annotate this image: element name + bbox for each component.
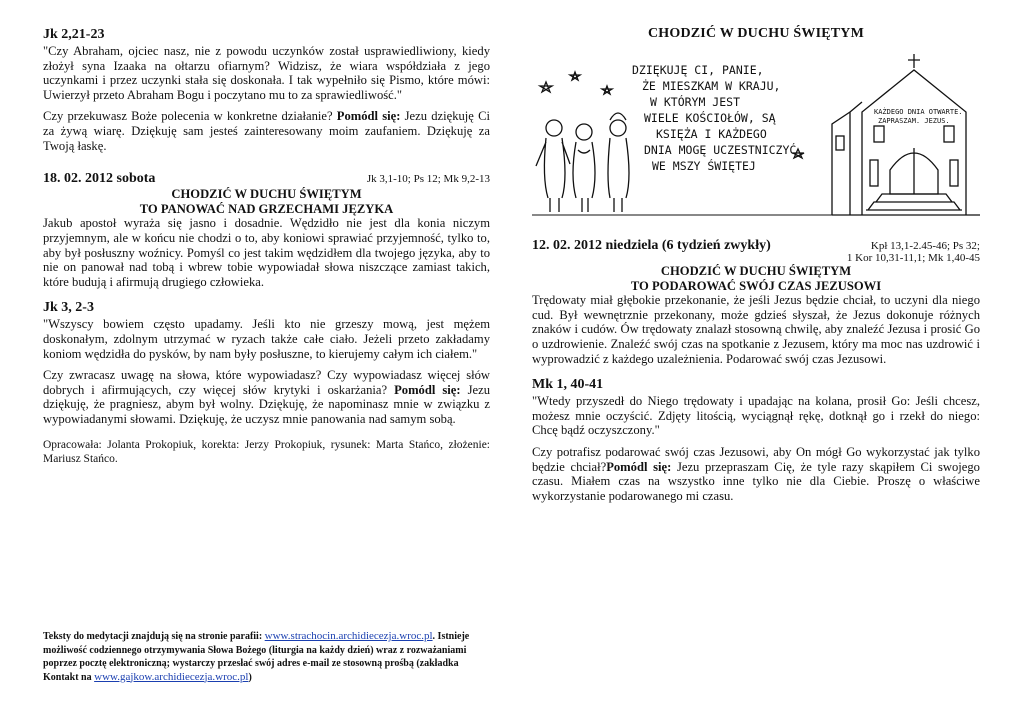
footer-note: Teksty do medytacji znajdują się na stronie parafii: www.strachocin.archidiecezja.wroc.pl. Istnieje możliwość codziennego otrzymywania Słowa Bożego (liturgia na każdy dzień) wraz z rozważaniami poprzez pocztę elektroniczną; wystarczy przesłać swój adres e-mail ze stosowną prośbą (zakładka Kontakt na www.gajkow.archidiecezja.wroc.pl) bbox=[43, 630, 470, 683]
section1-reference: Jk 2,21-23 bbox=[43, 27, 105, 42]
star-icon bbox=[540, 82, 552, 92]
section2-reference: Jk 3, 2-3 bbox=[43, 300, 94, 316]
day2-header bbox=[43, 171, 490, 187]
pray-label: Pomódl się: bbox=[336, 109, 401, 124]
section1-reflection: Czy przekuwasz Boże polecenia w konkretne działanie? Pomódl się: Jezu dziękuję Ci za żywą wiarę. Dziękuję sam jesteś zainteresowany moim zaufaniem. Dziękuję za Twoją łaskę. bbox=[43, 109, 490, 153]
church-sign-line1: KAŻDEGO DNIA OTWARTE. bbox=[874, 108, 963, 116]
section1-quote: "Czy Abraham, ojciec nasz, nie z powodu uczynków został usprawiedliwiony, kiedy złożył syna Izaaka na ołtarzu ofiarnym? Widzisz, że wiara współdziała z jego uczynkami i przez uczynki stała się doskonała. I tak wypełniło się Pismo, które mówi: Uwierzył przeto Abraham Bogu i poczytano mu to za sprawiedliwość." bbox=[43, 44, 490, 102]
credits: Opracowała: Jolanta Prokopiuk, korekta: Jerzy Prokopiuk, rysunek: Marta Stańco, złożenie: Mariusz Stańco. bbox=[43, 439, 490, 466]
day-theme-line2: TO PODAROWAĆ SWÓJ CZAS JEZUSOWI bbox=[630, 278, 882, 293]
pray-label: Pomódl się: bbox=[606, 459, 672, 474]
church-sign-line2: ZAPRASZAM. JEZUS. bbox=[878, 117, 950, 125]
parish-link[interactable]: www.strachocin.archidiecezja.wroc.pl bbox=[264, 630, 433, 642]
person-figure bbox=[536, 120, 570, 212]
day2-readings: Jk 3,1-10; Ps 12; Mk 9,2-13 bbox=[366, 173, 490, 186]
illustration bbox=[532, 50, 980, 220]
right-title: CHODZIĆ W DUCHU ŚWIĘTYM bbox=[647, 26, 865, 41]
day-intro: Trędowaty miał głębokie przekonanie, że jeśli Jezus będzie chciał, to uczyni dla niego cud. Był wewnętrznie przekonany, może gdzieś słyszał, że Jezus dokonuje różnych znaków i cudów. Ów trędowaty znalazł stosowną chwilę, aby znaleźć Jezusa i prosić Go o uzdrowienie. Znaleźć swój czas na spotkanie z Jezusem, który ma moc nas uzdrowić i wyprowadzić z każdego uzależnienia. Podarować swój czas Jezusowi. bbox=[532, 293, 980, 366]
svg-text:W KTÓRYM JEST: W KTÓRYM JEST bbox=[650, 95, 741, 109]
section-reflection: Czy potrafisz podarować swój czas Jezusowi, aby On mógł Go wykorzystać jak tylko będzie chciał?Pomódl się: Jezu przepraszam Cię, że tyle razy skąpiłem Ci swojego czasu. Miałem czas na wszystko inne tylko nie dla Ciebie. Proszę o właściwe wykorzystanie podarowanego mi czasu. bbox=[532, 444, 980, 503]
section2-quote: "Wszyscy bowiem często upadamy. Jeśli kto nie grzeszy mową, jest mężem doskonałym, zdolnym utrzymać w ryzach także całe ciało. Jeżeli przeto zakładamy koniom wędzidła do pysków, by nam były posłuszne, to kierujemy całym ich ciałem." bbox=[43, 317, 490, 361]
svg-text:ŻE MIESZKAM W KRAJU,: ŻE MIESZKAM W KRAJU, bbox=[642, 79, 781, 93]
day2-intro: Jakub apostoł wyraża się jasno i dosadnie. Wędzidło nie jest dla konia niczym przyjemnym, ale w końcu nie chodzi o to, aby koniowi sprawiać przyjemność, tylko to, aby był posłuszny woźnicy. Pomyśl co jest takim wędzidłem dla twojego języka, aby to nie on panował nad tobą i wbrew tobie wypowiadał słowa niszczące zamiast takich, które budują i afirmują drugiego człowieka. bbox=[43, 216, 490, 289]
pray-label: Pomódl się: bbox=[394, 382, 461, 397]
day-readings-line2: 1 Kor 10,31-11,1; Mk 1,40-45 bbox=[846, 252, 980, 264]
section2-reflection: Czy zwracasz uwagę na słowa, które wypowiadasz? Czy wypowiadasz więcej słów dobrych i afirmujących, czy więcej słów krytyki i oskarżania? Pomódl się: Jezu dziękuję, że pragniesz, abym był wolny. Dziękuję, że napominasz mnie w związku z wypowiadanymi słowami. Dziękuję, że uczysz mnie panowania nad samym sobą. bbox=[43, 368, 490, 426]
svg-text:WE MSZY ŚWIĘTEJ: WE MSZY ŚWIĘTEJ bbox=[652, 159, 756, 173]
star-icon bbox=[602, 86, 612, 94]
svg-text:KSIĘŻA I KAŻDEGO: KSIĘŻA I KAŻDEGO bbox=[656, 127, 767, 141]
day-date: 12. 02. 2012 niedziela (6 tydzień zwykły) bbox=[532, 238, 771, 253]
svg-text:DNIA MOGĘ UCZESTNICZYĆ: DNIA MOGĘ UCZESTNICZYĆ bbox=[644, 143, 797, 157]
day2-date: 18. 02. 2012 sobota bbox=[43, 171, 156, 187]
star-icon bbox=[570, 72, 580, 80]
day2-theme-line1: CHODZIĆ W DUCHU ŚWIĘTYM bbox=[171, 187, 362, 202]
section-quote: "Wtedy przyszedł do Niego trędowaty i upadając na kolana, prosił Go: Jeśli chcesz, możesz mnie oczyścić. Zdjęty litością, wyciągnął rękę, dotknął go i rzekł do niego: Chcę bądź oczyszczony." bbox=[532, 394, 980, 438]
church-drawing bbox=[832, 54, 980, 215]
speech-text bbox=[632, 63, 796, 173]
day2-theme-line2: TO PANOWAĆ NAD GRZECHAMI JĘZYKA bbox=[139, 201, 394, 216]
person-figure bbox=[608, 113, 629, 212]
person-figure bbox=[573, 124, 595, 212]
section-reference: Mk 1, 40-41 bbox=[532, 377, 604, 393]
left-column bbox=[43, 26, 490, 466]
svg-text:WIELE KOŚCIOŁÓW, SĄ: WIELE KOŚCIOŁÓW, SĄ bbox=[644, 111, 776, 125]
right-column bbox=[532, 26, 980, 503]
day-readings-line1: Kpł 13,1-2.45-46; Ps 32; bbox=[870, 240, 980, 252]
contact-link[interactable]: www.gajkow.archidiecezja.wroc.pl bbox=[94, 670, 249, 683]
day-theme-line1: CHODZIĆ W DUCHU ŚWIĘTYM bbox=[660, 264, 852, 278]
svg-text:DZIĘKUJĘ CI, PANIE,: DZIĘKUJĘ CI, PANIE, bbox=[632, 63, 764, 77]
